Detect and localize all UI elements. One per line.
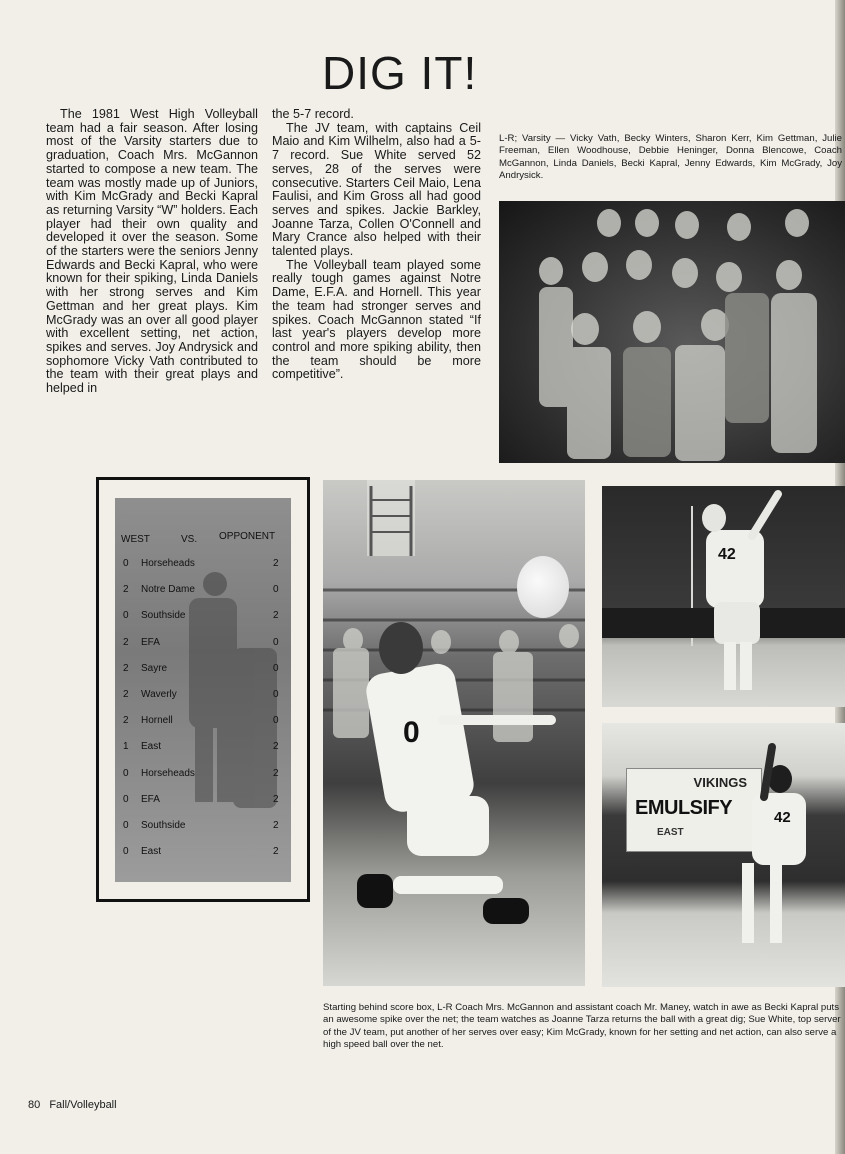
jersey-number-server: 42: [774, 809, 791, 826]
opponent-name: Hornell: [141, 715, 173, 727]
opponent-score: 2: [273, 610, 279, 622]
scoreboard-row: [115, 794, 291, 808]
opponent-name: Sayre: [141, 662, 168, 674]
scoreboard-row: [115, 768, 291, 782]
opponent-score: 2: [273, 820, 279, 831]
opponent-score: 2: [273, 558, 279, 569]
article-paragraph-1-end: the 5-7 record.: [272, 107, 354, 121]
dig-action-photo: [323, 480, 585, 986]
scoreboard-row: [115, 663, 291, 677]
serve-action-photo: [602, 723, 845, 987]
opponent-score: 2: [273, 793, 279, 805]
opponent-name: East: [141, 846, 162, 858]
west-score: 0: [123, 767, 129, 779]
banner-vikings-text: VIKINGS: [693, 775, 747, 790]
west-score: 2: [123, 584, 129, 596]
serve-photo-figures: [602, 723, 845, 987]
opponent-score: 0: [273, 689, 279, 700]
article-paragraph-jv: The JV team, with captains Ceil Maio and Kim Wilhelm, also had a 5-7 record. Sue White served 52 serves, 28 of the serves were consecutive. Starters Ceil Maio, Lena Faulisi, and Kim Gross all had good serves and spikes. Jackie Barkley, Joanne Tarza, Collen O'Connell and Mary Crance also helped with their talented plays.: [272, 120, 481, 259]
opponent-name: Notre Dame: [141, 584, 195, 596]
team-photo-caption: L-R; Varsity — Vicky Vath, Becky Winters, Sharon Kerr, Kim Gettman, Julie Freeman, Ellen Woodhouse, Debbie Heninger, Donna Blencowe, Coach McGannon, Linda Daniels, Becki Kapral, Jenny Edwards, Kim McGrady, Joy Andrysick.: [499, 133, 842, 181]
opponent-name: East: [141, 741, 162, 753]
scoreboard-row: [115, 610, 291, 624]
west-score: 2: [123, 636, 129, 648]
west-score: 2: [123, 715, 129, 727]
article-paragraph-season: The Volleyball team played some really tough games against Notre Dame, E.F.A. and Hornell. This year the team had stronger serves and spikes. Coach McGannon stated “If last year's players develop more control and more spiking ability, then the team should be more competitive”.: [272, 257, 481, 382]
scoreboard-row: [115, 689, 291, 703]
west-score: 2: [123, 689, 129, 700]
opponent-name: Southside: [141, 610, 186, 622]
opponent-name: EFA: [141, 793, 160, 805]
scoreboard-row: [115, 741, 291, 755]
jersey-number-digger: 0: [403, 716, 420, 749]
opponent-score: 2: [273, 741, 279, 753]
scoreboard-row: [115, 715, 291, 729]
opponent-score: 0: [273, 715, 279, 727]
spike-action-photo: [602, 486, 845, 707]
article-column-1: The 1981 West High Volleyball team had a fair season. After losing most of the Varsity starters due to graduation, Coach Mrs. McGannon started to compose a new team. The team was mostly made up of Juniors, with Kim McGrady and Becki Kapral as returning Varsity “W” holders. Each player had their own quality and developed it over the season. Some of the starters were the seniors Jenny Edwards and Becki Kapral, who were known for their spiking, Linda Daniels with her strong serves and Kim Gettman and her great plays. Kim McGrady was an over all good player with excellent setting, net action, spikes and serves. Joy Andrysick and sophomore Vicky Vath contributed to the team with their great plays and helped in: [46, 107, 258, 396]
article-column-2: [272, 108, 481, 382]
team-photo: [499, 201, 845, 463]
opponent-score: 2: [273, 767, 279, 779]
scoreboard-row: [115, 820, 291, 834]
opponent-score: 0: [273, 636, 279, 648]
scoreboard-row: [115, 558, 291, 572]
opponent-name: Horseheads: [141, 767, 195, 779]
scoreboard-header-opponent: OPPONENT: [219, 531, 276, 542]
section-name: Fall/Volleyball: [49, 1099, 117, 1111]
banner-east-text: EAST: [657, 827, 684, 838]
west-score: 0: [123, 610, 129, 622]
opponent-name: Southside: [141, 820, 186, 831]
west-score: 0: [123, 558, 129, 569]
scoreboard-header-vs: VS.: [181, 534, 198, 545]
scoreboard-frame: [96, 477, 310, 902]
west-score: 2: [123, 662, 129, 674]
spike-photo-figures: [602, 486, 845, 707]
opponent-score: 0: [273, 584, 279, 596]
west-score: 0: [123, 820, 129, 831]
opponent-name: Waverly: [141, 689, 177, 700]
opponent-name: EFA: [141, 636, 160, 648]
volleyball: [517, 556, 569, 618]
opponent-name: Horseheads: [141, 558, 195, 569]
scoreboard-row: [115, 584, 291, 598]
scoreboard-row: [115, 846, 291, 860]
banner-emulsify-text: EMULSIFY: [635, 797, 733, 819]
page-title: DIG IT!: [322, 47, 478, 99]
west-score: 1: [123, 741, 129, 753]
scoreboard: [115, 498, 291, 882]
opponent-score: 2: [273, 846, 279, 858]
scoreboard-header-west: WEST: [121, 534, 150, 545]
team-photo-figures: [499, 201, 845, 463]
west-score: 0: [123, 846, 129, 858]
west-score: 0: [123, 793, 129, 805]
scoreboard-row: [115, 637, 291, 651]
jersey-number-spiker: 42: [718, 546, 736, 563]
action-photos-caption: Starting behind score box, L-R Coach Mrs. McGannon and assistant coach Mr. Maney, watch in awe as Becki Kapral puts an awesome spike over the net; the team watches as Joanne Tarza returns the ball with a great dig; Sue White, top server of the JV team, put another of her serves over easy; Kim McGrady, known for her setting and net action, can also serve a high speed ball over the net.: [323, 1002, 841, 1050]
folio: [28, 1099, 117, 1111]
opponent-score: 0: [273, 662, 279, 674]
page-number: 80: [28, 1099, 41, 1111]
